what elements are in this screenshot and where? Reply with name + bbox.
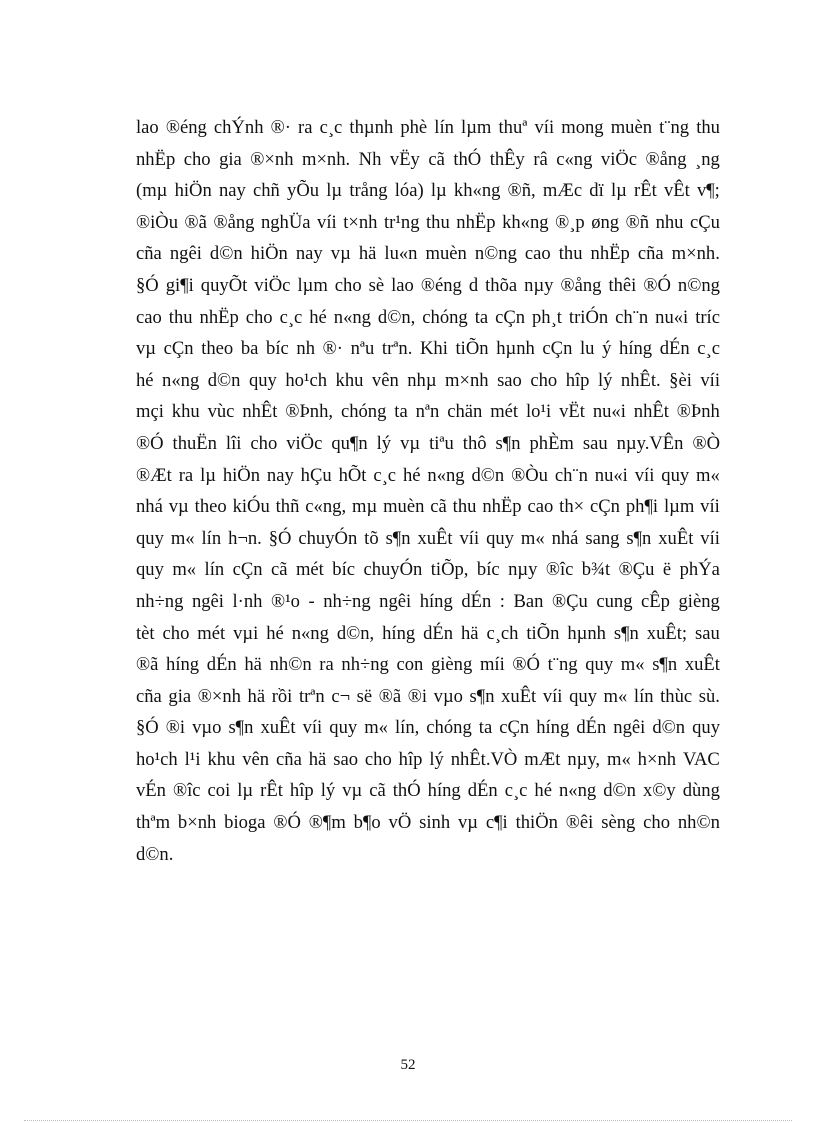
text-line: cña gia ®×nh hä rồi trªn c¬ së ®ã ®i vµo s¶n xuÊt víi quy m« lín thùc sù.	[136, 685, 720, 707]
page-bottom-border	[24, 1120, 792, 1121]
text-line: nh÷ng ngêi l·nh ®¹o - nh÷ng ngêi híng dÉn : Ban ®Çu cung cÊp gièng	[136, 590, 720, 612]
text-line: ®Æt ra lµ hiÖn nay hÇu hÕt c¸c hé n«ng d©n ®Òu ch¨n nu«i víi quy m«	[136, 464, 720, 486]
text-line: ®iÒu ®ã ®ång nghÜa víi t×nh tr¹ng thu nhËp kh«ng ®¸p øng ®ñ nhu cÇu	[136, 211, 720, 233]
text-line: cña ngêi d©n hiÖn nay vµ hä lu«n muèn n©ng cao thu nhËp cña m×nh.	[136, 243, 720, 265]
text-line: thªm b×nh bioga ®Ó ®¶m b¶o vÖ sinh vµ c¶i thiÖn ®êi sèng cho nh©n	[136, 812, 720, 834]
text-line: ®Ó thuËn lîi cho viÖc qu¶n lý vµ tiªu thô s¶n phÈm sau nµy.VÊn ®Ò	[136, 432, 720, 454]
text-line: hé n«ng d©n quy ho¹ch khu vên nhµ m×nh sao cho hîp lý nhÊt. §èi víi	[136, 369, 720, 391]
body-text	[136, 112, 720, 870]
text-line: nhËp cho gia ®×nh m×nh. Nh vËy cã thÓ thÊy râ c«ng viÖc ®ång ¸ng	[136, 148, 720, 170]
text-line: d©n.	[136, 843, 174, 865]
text-line: (mµ hiÖn nay chñ yÕu lµ trång lóa) lµ kh«ng ®ñ, mÆc dï lµ rÊt vÊt v¶;	[136, 180, 720, 202]
text-line: quy m« lín h¬n. §Ó chuyÓn tõ s¶n xuÊt víi quy m« nhá sang s¶n xuÊt víi	[136, 527, 720, 549]
text-line: mçi khu vùc nhÊt ®Þnh, chóng ta nªn chän mét lo¹i vËt nu«i nhÊt ®Þnh	[136, 401, 720, 423]
text-line: quy m« lín cÇn cã mét bíc chuyÓn tiÕp, bíc nµy ®îc b¾t ®Çu ë phÝa	[136, 559, 720, 581]
text-line: vÉn ®îc coi lµ rÊt hîp lý vµ cã thÓ híng dÉn c¸c hé n«ng d©n x©y dùng	[136, 780, 720, 802]
text-line: lao ®éng chÝnh ®· ra c¸c thµnh phè lín lµm thuª víi mong muèn t¨ng thu	[136, 117, 720, 138]
text-line: nhá vµ theo kiÓu thñ c«ng, mµ muèn cã thu nhËp cao th× cÇn ph¶i lµm víi	[136, 496, 720, 518]
text-line: tèt cho mét vµi hé n«ng d©n, híng dÉn hä c¸ch tiÕn hµnh s¶n xuÊt; sau	[136, 622, 720, 644]
text-line: §Ó gi¶i quyÕt viÖc lµm cho sè lao ®éng d thõa nµy ®ång thêi ®Ó n©ng	[136, 274, 720, 296]
text-line: ®ã híng dÉn hä nh©n ra nh÷ng con gièng míi ®Ó t¨ng quy m« s¶n xuÊt	[136, 654, 720, 676]
text-line: vµ cÇn theo ba bíc nh ®· nªu trªn. Khi tiÕn hµnh cÇn lu ý híng dÉn c¸c	[136, 338, 720, 360]
text-line: cao thu nhËp cho c¸c hé n«ng d©n, chóng ta cÇn ph¸t triÓn ch¨n nu«i tríc	[136, 306, 720, 328]
page-number: 52	[400, 1057, 416, 1073]
text-line: §Ó ®i vµo s¶n xuÊt víi quy m« lín, chóng ta cÇn híng dÉn ngêi d©n quy	[136, 717, 720, 739]
text-line: ho¹ch l¹i khu vên cña hä sao cho hîp lý nhÊt.VÒ mÆt nµy, m« h×nh VAC	[136, 748, 720, 770]
